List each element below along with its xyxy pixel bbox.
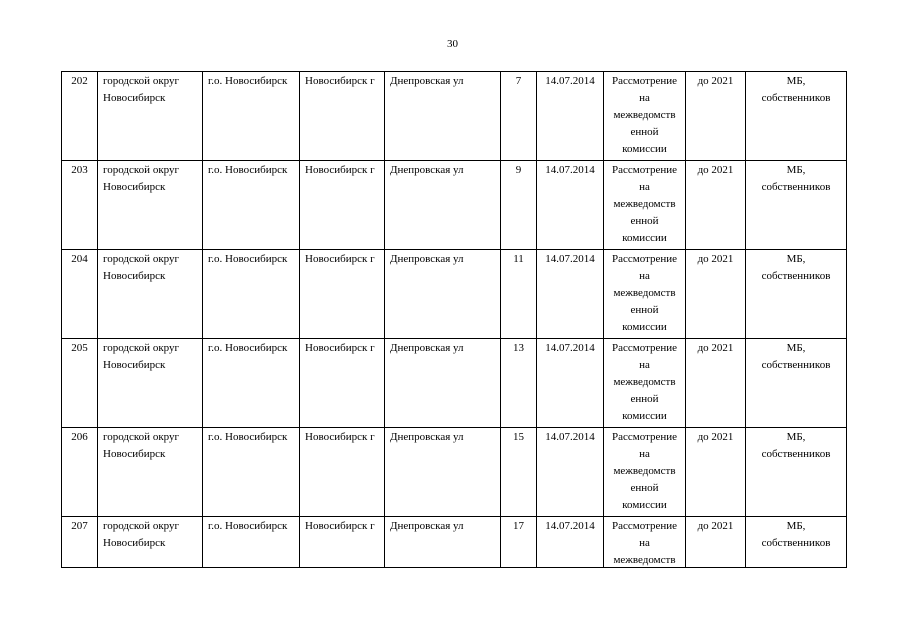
cell-date: 14.07.2014: [537, 517, 604, 568]
cell-street: Днепровская ул: [385, 72, 501, 161]
cell-status: Рассмотрение на межведомств енной комиссии: [604, 428, 686, 517]
cell-number: 206: [62, 428, 98, 517]
cell-source: МБ, собственников: [746, 428, 847, 517]
cell-city: Новосибирск г: [300, 161, 385, 250]
table-row: [62, 250, 847, 339]
cell-locality-type: г.о. Новосибирск: [203, 72, 300, 161]
table-row: [62, 428, 847, 517]
cell-house: 17: [501, 517, 537, 568]
cell-status: Рассмотрение на межведомств: [604, 517, 686, 568]
cell-street: Днепровская ул: [385, 250, 501, 339]
cell-district: городской округ Новосибирск: [98, 250, 203, 339]
cell-street: Днепровская ул: [385, 428, 501, 517]
cell-city: Новосибирск г: [300, 428, 385, 517]
cell-number: 202: [62, 72, 98, 161]
cell-deadline: до 2021: [686, 517, 746, 568]
cell-house: 7: [501, 72, 537, 161]
cell-district: городской округ Новосибирск: [98, 428, 203, 517]
cell-locality-type: г.о. Новосибирск: [203, 428, 300, 517]
cell-locality-type: г.о. Новосибирск: [203, 517, 300, 568]
table-row: [62, 161, 847, 250]
cell-source: МБ, собственников: [746, 339, 847, 428]
cell-house: 9: [501, 161, 537, 250]
cell-status: Рассмотрение на межведомств енной комиссии: [604, 72, 686, 161]
cell-locality-type: г.о. Новосибирск: [203, 339, 300, 428]
table-row: [62, 517, 847, 568]
cell-date: 14.07.2014: [537, 428, 604, 517]
cell-house: 11: [501, 250, 537, 339]
cell-deadline: до 2021: [686, 161, 746, 250]
cell-number: 207: [62, 517, 98, 568]
cell-date: 14.07.2014: [537, 339, 604, 428]
cell-status: Рассмотрение на межведомств енной комиссии: [604, 161, 686, 250]
cell-deadline: до 2021: [686, 339, 746, 428]
cell-deadline: до 2021: [686, 72, 746, 161]
cell-district: городской округ Новосибирск: [98, 339, 203, 428]
cell-deadline: до 2021: [686, 250, 746, 339]
cell-street: Днепровская ул: [385, 161, 501, 250]
cell-locality-type: г.о. Новосибирск: [203, 250, 300, 339]
table-row: [62, 339, 847, 428]
cell-house: 15: [501, 428, 537, 517]
cell-city: Новосибирск г: [300, 339, 385, 428]
cell-street: Днепровская ул: [385, 339, 501, 428]
page-number: 30: [447, 38, 458, 50]
cell-source: МБ, собственников: [746, 517, 847, 568]
table-row: [62, 72, 847, 161]
cell-district: городской округ Новосибирск: [98, 72, 203, 161]
cell-number: 204: [62, 250, 98, 339]
cell-city: Новосибирск г: [300, 517, 385, 568]
cell-house: 13: [501, 339, 537, 428]
cell-city: Новосибирск г: [300, 250, 385, 339]
cell-status: Рассмотрение на межведомств енной комиссии: [604, 339, 686, 428]
cell-deadline: до 2021: [686, 428, 746, 517]
cell-district: городской округ Новосибирск: [98, 161, 203, 250]
cell-date: 14.07.2014: [537, 161, 604, 250]
cell-date: 14.07.2014: [537, 250, 604, 339]
cell-source: МБ, собственников: [746, 161, 847, 250]
cell-number: 205: [62, 339, 98, 428]
cell-locality-type: г.о. Новосибирск: [203, 161, 300, 250]
cell-source: МБ, собственников: [746, 72, 847, 161]
cell-date: 14.07.2014: [537, 72, 604, 161]
cell-street: Днепровская ул: [385, 517, 501, 568]
cell-number: 203: [62, 161, 98, 250]
cell-status: Рассмотрение на межведомств енной комиссии: [604, 250, 686, 339]
cell-city: Новосибирск г: [300, 72, 385, 161]
cell-district: городской округ Новосибирск: [98, 517, 203, 568]
cell-source: МБ, собственников: [746, 250, 847, 339]
registry-table: [61, 71, 847, 568]
